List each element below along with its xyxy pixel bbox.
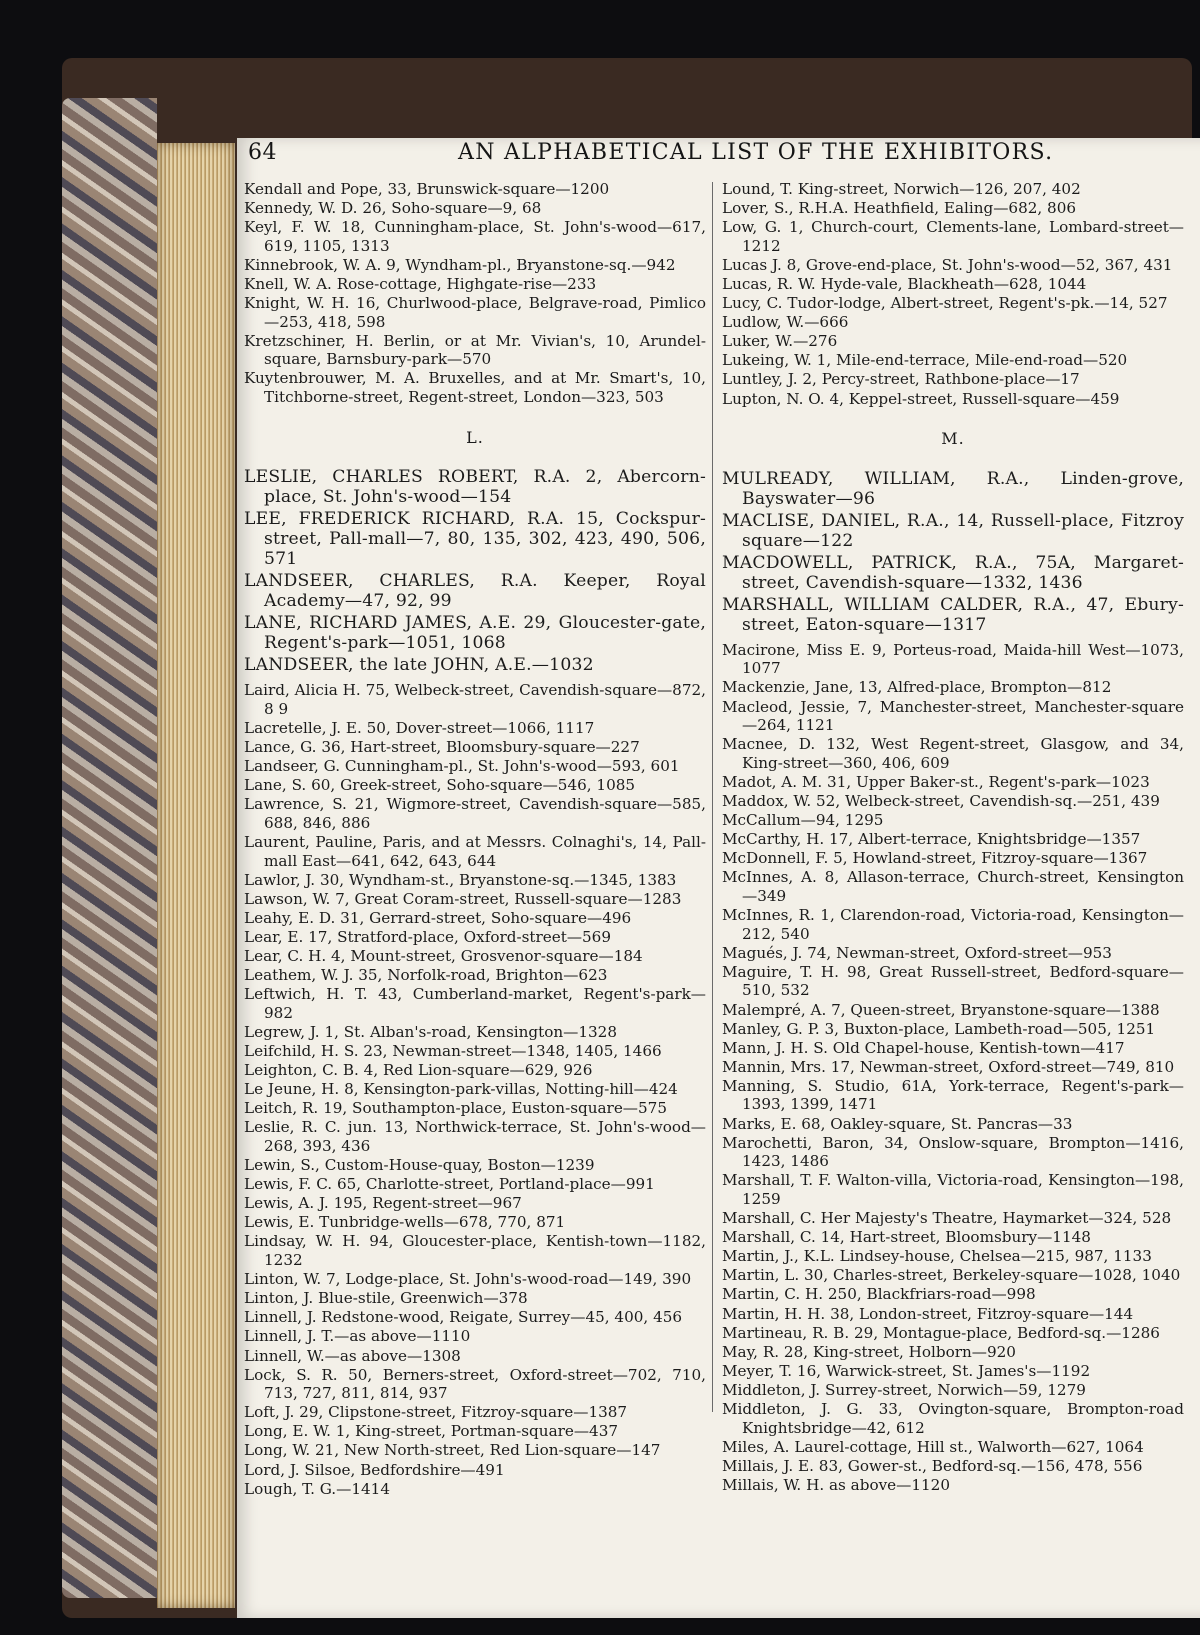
exhibitor-entry: Knight, W. H. 16, Churlwood-place, Belgrave-road, Pimlico—253, 418, 598 — [244, 294, 706, 331]
left-column — [244, 180, 706, 1499]
exhibitor-entry: Linton, W. 7, Lodge-place, St. John's-wood-road—149, 390 — [244, 1270, 692, 1289]
exhibitor-entry: LANDSEER, CHARLES, R.A. Keeper, Royal Academy—47, 92, 99 — [244, 571, 706, 612]
exhibitor-entry: Leighton, C. B. 4, Red Lion-square—629, 926 — [244, 1061, 593, 1080]
exhibitor-entry: Laurent, Pauline, Paris, and at Messrs. Colnaghi's, 14, Pall-mall East—641, 642, 643, 644 — [244, 832, 706, 870]
exhibitor-entry: Maddox, W. 52, Welbeck-street, Cavendish-sq.—251, 439 — [722, 791, 1160, 810]
exhibitor-entry: Manning, S. Studio, 61A, York-terrace, Regent's-park—1393, 1399, 1471 — [722, 1076, 1184, 1114]
exhibitor-entry: Linnell, W.—as above—1308 — [244, 1346, 461, 1365]
exhibitor-entry: McCallum—94, 1295 — [722, 811, 884, 830]
exhibitor-entry: MACDOWELL, PATRICK, R.A., 75A, Margaret-street, Cavendish-square—1332, 1436 — [722, 552, 1184, 593]
entries-l-academicians — [244, 467, 706, 675]
entries-k — [244, 180, 706, 407]
exhibitor-entry: Lord, J. Silsoe, Bedfordshire—491 — [244, 1460, 505, 1479]
section-heading-m: M. — [941, 429, 965, 449]
exhibitor-entry: Macirone, Miss E. 9, Porteus-road, Maida-hill West—1073, 1077 — [722, 640, 1184, 678]
exhibitor-entry: Linnell, J. T.—as above—1110 — [244, 1327, 471, 1346]
exhibitor-entry: Lewis, E. Tunbridge-wells—678, 770, 871 — [244, 1213, 566, 1232]
exhibitor-entry: Long, W. 21, New North-street, Red Lion-square—147 — [244, 1441, 661, 1460]
exhibitor-entry: MULREADY, WILLIAM, R.A., Linden-grove, Bayswater—96 — [722, 468, 1184, 509]
exhibitor-entry: Linton, J. Blue-stile, Greenwich—378 — [244, 1289, 528, 1308]
exhibitor-entry: Martin, H. H. 38, London-street, Fitzroy-square—144 — [722, 1304, 1134, 1323]
exhibitor-entry: Lane, S. 60, Greek-street, Soho-square—546, 1085 — [244, 776, 636, 795]
exhibitor-entry: Luntley, J. 2, Percy-street, Rathbone-place—17 — [722, 370, 1080, 389]
exhibitor-entry: Mackenzie, Jane, 13, Alfred-place, Brompton—812 — [722, 678, 1112, 697]
exhibitor-entry: LANE, RICHARD JAMES, A.E. 29, Gloucester-gate, Regent's-park—1051, 1068 — [244, 613, 706, 654]
exhibitor-entry: Linnell, J. Redstone-wood, Reigate, Surrey—45, 400, 456 — [244, 1308, 683, 1327]
exhibitor-entry: Le Jeune, H. 8, Kensington-park-villas, Notting-hill—424 — [244, 1080, 678, 1099]
exhibitor-entry: Maguire, T. H. 98, Great Russell-street, Bedford-square—510, 532 — [722, 962, 1184, 1000]
exhibitor-entry: Middleton, J. G. 33, Ovington-square, Brompton-road Knightsbridge—42, 612 — [722, 1399, 1184, 1437]
exhibitor-entry: Lance, G. 36, Hart-street, Bloomsbury-square—227 — [244, 738, 640, 756]
exhibitor-entry: Leslie, R. C. jun. 13, Northwick-terrace, St. John's-wood—268, 393, 436 — [244, 1118, 706, 1155]
exhibitor-entry: Kinnebrook, W. A. 9, Wyndham-pl., Bryanstone-sq.—942 — [244, 255, 676, 274]
exhibitor-entry: LEE, FREDERICK RICHARD, R.A. 15, Cockspur-street, Pall-mall—7, 80, 135, 302, 423, 490, 506, 571 — [244, 509, 706, 570]
column-divider — [712, 182, 713, 1412]
exhibitor-entry: Luker, W.—276 — [722, 332, 838, 351]
exhibitor-entry: Kuytenbrouwer, M. A. Bruxelles, and at Mr. Smart's, 10, Titchborne-street, Regent-street, London—323, 503 — [244, 369, 706, 407]
exhibitor-entry: Meyer, T. 16, Warwick-street, St. James's—1192 — [722, 1361, 1091, 1380]
exhibitor-entry: Leftwich, H. T. 43, Cumberland-market, Regent's-park—982 — [244, 985, 706, 1022]
exhibitor-entry: Lock, S. R. 50, Berners-street, Oxford-street—702, 710, 713, 727, 811, 814, 937 — [244, 1365, 706, 1403]
exhibitor-entry: Lukeing, W. 1, Mile-end-terrace, Mile-end-road—520 — [722, 351, 1128, 370]
exhibitor-entry: Lawrence, S. 21, Wigmore-street, Cavendish-square—585, 688, 846, 886 — [244, 795, 706, 832]
exhibitor-entry: Martin, L. 30, Charles-street, Berkeley-square—1028, 1040 — [722, 1266, 1181, 1285]
exhibitor-entry: Martin, C. H. 250, Blackfriars-road—998 — [722, 1285, 1036, 1304]
exhibitor-entry: Macnee, D. 132, West Regent-street, Glasgow, and 34, King-street—360, 406, 609 — [722, 735, 1184, 772]
exhibitor-entry: Lear, C. H. 4, Mount-street, Grosvenor-square—184 — [244, 947, 643, 966]
exhibitor-entry: Lound, T. King-street, Norwich—126, 207, 402 — [722, 180, 1081, 198]
marbled-endpaper — [62, 98, 157, 1598]
exhibitor-entry: LESLIE, CHARLES ROBERT, R.A. 2, Abercorn-place, St. John's-wood—154 — [244, 467, 706, 508]
exhibitor-entry: Lucas J. 8, Grove-end-place, St. John's-wood—52, 367, 431 — [722, 255, 1173, 274]
exhibitor-entry: Millais, J. E. 83, Gower-st., Bedford-sq.—156, 478, 556 — [722, 1456, 1143, 1475]
exhibitor-entry: LANDSEER, the late JOHN, A.E.—1032 — [244, 655, 594, 676]
exhibitor-entry: Marshall, C. Her Majesty's Theatre, Haymarket—324, 528 — [722, 1209, 1172, 1228]
exhibitor-entry: Mannin, Mrs. 17, Newman-street, Oxford-street—749, 810 — [722, 1057, 1175, 1076]
section-heading-l: L. — [466, 427, 484, 447]
exhibitor-entry: Keyl, F. W. 18, Cunningham-place, St. John's-wood—617, 619, 1105, 1313 — [244, 218, 706, 255]
page-edges — [157, 143, 235, 1608]
entries-m-academicians — [722, 469, 1184, 635]
exhibitor-entry: Legrew, J. 1, St. Alban's-road, Kensington—1328 — [244, 1022, 617, 1041]
exhibitor-entry: McDonnell, F. 5, Howland-street, Fitzroy-square—1367 — [722, 849, 1148, 868]
exhibitor-entry: Magués, J. 74, Newman-street, Oxford-street—953 — [722, 943, 1112, 962]
exhibitor-entry: Loft, J. 29, Clipstone-street, Fitzroy-square—1387 — [244, 1403, 628, 1422]
exhibitor-entry: Martineau, R. B. 29, Montague-place, Bedford-sq.—1286 — [722, 1323, 1160, 1342]
exhibitor-entry: McCarthy, H. 17, Albert-terrace, Knightsbridge—1357 — [722, 830, 1141, 849]
exhibitor-entry: Macleod, Jessie, 7, Manchester-street, Manchester-square—264, 1121 — [722, 697, 1184, 735]
exhibitor-entry: Kretzschiner, H. Berlin, or at Mr. Vivian's, 10, Arundel-square, Barnsbury-park—570 — [244, 331, 706, 369]
exhibitor-entry: Lindsay, W. H. 94, Gloucester-place, Kentish-town—1182, 1232 — [244, 1232, 706, 1270]
page-title: AN ALPHABETICAL LIST OF THE EXHIBITORS. — [458, 140, 1054, 165]
exhibitor-entry: Lucy, C. Tudor-lodge, Albert-street, Regent's-pk.—14, 527 — [722, 294, 1168, 313]
exhibitor-entry: Landseer, G. Cunningham-pl., St. John's-wood—593, 601 — [244, 757, 680, 776]
exhibitor-entry: Middleton, J. Surrey-street, Norwich—59, 1279 — [722, 1380, 1086, 1399]
exhibitor-entry: Lear, E. 17, Stratford-place, Oxford-street—569 — [244, 927, 611, 946]
exhibitor-entry: MARSHALL, WILLIAM CALDER, R.A., 47, Ebury-street, Eaton-square—1317 — [722, 594, 1184, 635]
exhibitor-entry: Knell, W. A. Rose-cottage, Highgate-rise—233 — [244, 274, 597, 293]
exhibitor-entry: Leitch, R. 19, Southampton-place, Euston-square—575 — [244, 1099, 667, 1118]
exhibitor-entry: Marshall, T. F. Walton-villa, Victoria-road, Kensington—198, 1259 — [722, 1171, 1184, 1208]
exhibitor-entry: Miles, A. Laurel-cottage, Hill st., Walworth—627, 1064 — [722, 1437, 1144, 1456]
exhibitor-entry: Lewis, A. J. 195, Regent-street—967 — [244, 1194, 522, 1213]
exhibitor-entry: Marks, E. 68, Oakley-square, St. Pancras—33 — [722, 1114, 1073, 1133]
exhibitor-entry: Laird, Alicia H. 75, Welbeck-street, Cavendish-square—872, 8 9 — [244, 681, 706, 718]
exhibitor-entry: Long, E. W. 1, King-street, Portman-square—437 — [244, 1422, 619, 1441]
entries-l-continued — [722, 180, 1184, 408]
exhibitor-entry: Millais, W. H. as above—1120 — [722, 1475, 950, 1494]
exhibitor-entry: Martin, J., K.L. Lindsey-house, Chelsea—215, 987, 1133 — [722, 1247, 1152, 1266]
page-number: 64 — [248, 140, 277, 165]
exhibitor-entry: Lupton, N. O. 4, Keppel-street, Russell-square—459 — [722, 389, 1120, 408]
exhibitor-entry: Lacretelle, J. E. 50, Dover-street—1066, 1117 — [244, 718, 595, 737]
exhibitor-entry: Marochetti, Baron, 34, Onslow-square, Brompton—1416, 1423, 1486 — [722, 1133, 1184, 1171]
exhibitor-entry: Lewin, S., Custom-House-quay, Boston—1239 — [244, 1156, 595, 1175]
exhibitor-entry: Madot, A. M. 31, Upper Baker-st., Regent's-park—1023 — [722, 772, 1150, 791]
exhibitor-entry: Low, G. 1, Church-court, Clements-lane, Lombard-street—1212 — [722, 218, 1184, 255]
exhibitor-entry: Lawson, W. 7, Great Coram-street, Russell-square—1283 — [244, 889, 682, 908]
exhibitor-entry: Lewis, F. C. 65, Charlotte-street, Portland-place—991 — [244, 1175, 655, 1194]
exhibitor-entry: Lawlor, J. 30, Wyndham-st., Bryanstone-sq.—1345, 1383 — [244, 870, 677, 889]
exhibitor-entry: Leahy, E. D. 31, Gerrard-street, Soho-square—496 — [244, 908, 632, 927]
exhibitor-entry: Malempré, A. 7, Queen-street, Bryanstone-square—1388 — [722, 1000, 1160, 1019]
right-column — [722, 180, 1184, 1495]
exhibitor-entry: McInnes, A. 8, Allason-terrace, Church-street, Kensington—349 — [722, 868, 1184, 905]
exhibitor-entry: May, R. 28, King-street, Holborn—920 — [722, 1342, 1016, 1361]
exhibitor-entry: Lover, S., R.H.A. Heathfield, Ealing—682, 806 — [722, 199, 1077, 218]
exhibitor-entry: Lucas, R. W. Hyde-vale, Blackheath—628, 1044 — [722, 274, 1087, 293]
exhibitor-entry: Lough, T. G.—1414 — [244, 1479, 390, 1498]
exhibitor-entry: Ludlow, W.—666 — [722, 313, 849, 332]
exhibitor-entry: Marshall, C. 14, Hart-street, Bloomsbury—1148 — [722, 1228, 1091, 1247]
page-header — [248, 140, 1178, 176]
exhibitor-entry: Kennedy, W. D. 26, Soho-square—9, 68 — [244, 199, 542, 218]
entries-l — [244, 681, 706, 1498]
exhibitor-entry: Manley, G. P. 3, Buxton-place, Lambeth-road—505, 1251 — [722, 1019, 1156, 1038]
entries-m — [722, 641, 1184, 1495]
exhibitor-entry: Leathem, W. J. 35, Norfolk-road, Brighton—623 — [244, 966, 608, 985]
exhibitor-entry: McInnes, R. 1, Clarendon-road, Victoria-road, Kensington—212, 540 — [722, 906, 1184, 943]
exhibitor-entry: Mann, J. H. S. Old Chapel-house, Kentish-town—417 — [722, 1038, 1125, 1057]
exhibitor-entry: Kendall and Pope, 33, Brunswick-square—1200 — [244, 180, 610, 198]
exhibitor-entry: Leifchild, H. S. 23, Newman-street—1348, 1405, 1466 — [244, 1042, 662, 1060]
exhibitor-entry: MACLISE, DANIEL, R.A., 14, Russell-place, Fitzroy square—122 — [722, 510, 1184, 551]
